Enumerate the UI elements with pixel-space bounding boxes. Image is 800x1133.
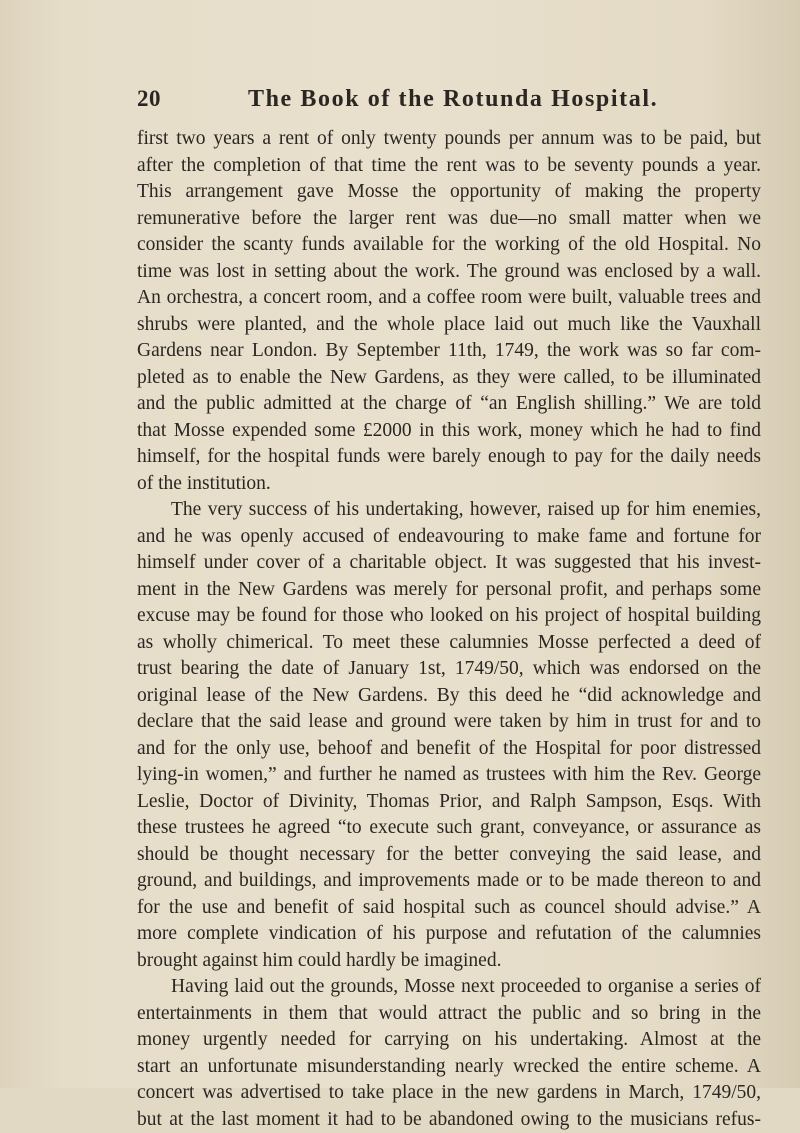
text-line: This arrangement gave Mosse the opportunity of making the property	[137, 179, 761, 206]
text-line: declare that the said lease and ground were taken by him in trust for and to	[137, 709, 761, 736]
text-line: for the use and benefit of said hospital such as councel should advise.” A	[137, 895, 761, 922]
text-line: An orchestra, a concert room, and a coffee room were built, valuable trees and	[137, 285, 761, 312]
text-line: consider the scanty funds available for the working of the old Hospital. No	[137, 232, 761, 259]
text-line: as wholly chimerical. To meet these calumnies Mosse perfected a deed of	[137, 630, 761, 657]
text-line: Gardens near London. By September 11th, 1749, the work was so far com-	[137, 338, 761, 365]
text-line: first two years a rent of only twenty pounds per annum was to be paid, but	[137, 126, 761, 153]
text-line: after the completion of that time the rent was to be seventy pounds a year.	[137, 153, 761, 180]
text-line: entertainments in them that would attract the public and so bring in the	[137, 1001, 761, 1028]
text-line: start an unfortunate misunderstanding nearly wrecked the entire scheme. A	[137, 1054, 761, 1081]
text-line: more complete vindication of his purpose and refutation of the calumnies	[137, 921, 761, 948]
running-title: The Book of the Rotunda Hospital.	[248, 86, 658, 113]
text-line: time was lost in setting about the work. The ground was enclosed by a wall.	[137, 259, 761, 286]
text-line: himself, for the hospital funds were barely enough to pay for the daily needs	[137, 444, 761, 471]
text-line: and for the only use, behoof and benefit of the Hospital for poor distressed	[137, 736, 761, 763]
text-line: and the public admitted at the charge of “an English shilling.” We are told	[137, 391, 761, 418]
text-line: concert was advertised to take place in the new gardens in March, 1749/50,	[137, 1080, 761, 1107]
body-text	[137, 126, 761, 1133]
text-line: lying-in women,” and further he named as trustees with him the Rev. George	[137, 762, 761, 789]
text-line: brought against him could hardly be imagined.	[137, 948, 761, 975]
text-line: of the institution.	[137, 471, 761, 498]
text-line: trust bearing the date of January 1st, 1749/50, which was endorsed on the	[137, 656, 761, 683]
text-line: these trustees he agreed “to execute such grant, conveyance, or assurance as	[137, 815, 761, 842]
text-line: remunerative before the larger rent was due—no small matter when we	[137, 206, 761, 233]
text-line: ment in the New Gardens was merely for personal profit, and perhaps some	[137, 577, 761, 604]
text-line: original lease of the New Gardens. By this deed he “did acknowledge and	[137, 683, 761, 710]
text-line: ground, and buildings, and improvements made or to be made thereon to and	[137, 868, 761, 895]
page-header	[137, 86, 757, 120]
text-line: money urgently needed for carrying on his undertaking. Almost at the	[137, 1027, 761, 1054]
text-line: and he was openly accused of endeavouring to make fame and fortune for	[137, 524, 761, 551]
text-line: should be thought necessary for the better conveying the said lease, and	[137, 842, 761, 869]
text-line: but at the last moment it had to be abandoned owing to the musicians refus-	[137, 1107, 761, 1133]
text-line: The very success of his undertaking, however, raised up for him enemies,	[137, 497, 761, 524]
text-line: excuse may be found for those who looked on his project of hospital building	[137, 603, 761, 630]
text-line: shrubs were planted, and the whole place laid out much like the Vauxhall	[137, 312, 761, 339]
text-line: Having laid out the grounds, Mosse next proceeded to organise a series of	[137, 974, 761, 1001]
text-line: that Mosse expended some £2000 in this work, money which he had to find	[137, 418, 761, 445]
text-line: himself under cover of a charitable object. It was suggested that his invest-	[137, 550, 761, 577]
page-number: 20	[137, 86, 161, 112]
text-line: pleted as to enable the New Gardens, as they were called, to be illuminated	[137, 365, 761, 392]
text-line: Leslie, Doctor of Divinity, Thomas Prior, and Ralph Sampson, Esqs. With	[137, 789, 761, 816]
